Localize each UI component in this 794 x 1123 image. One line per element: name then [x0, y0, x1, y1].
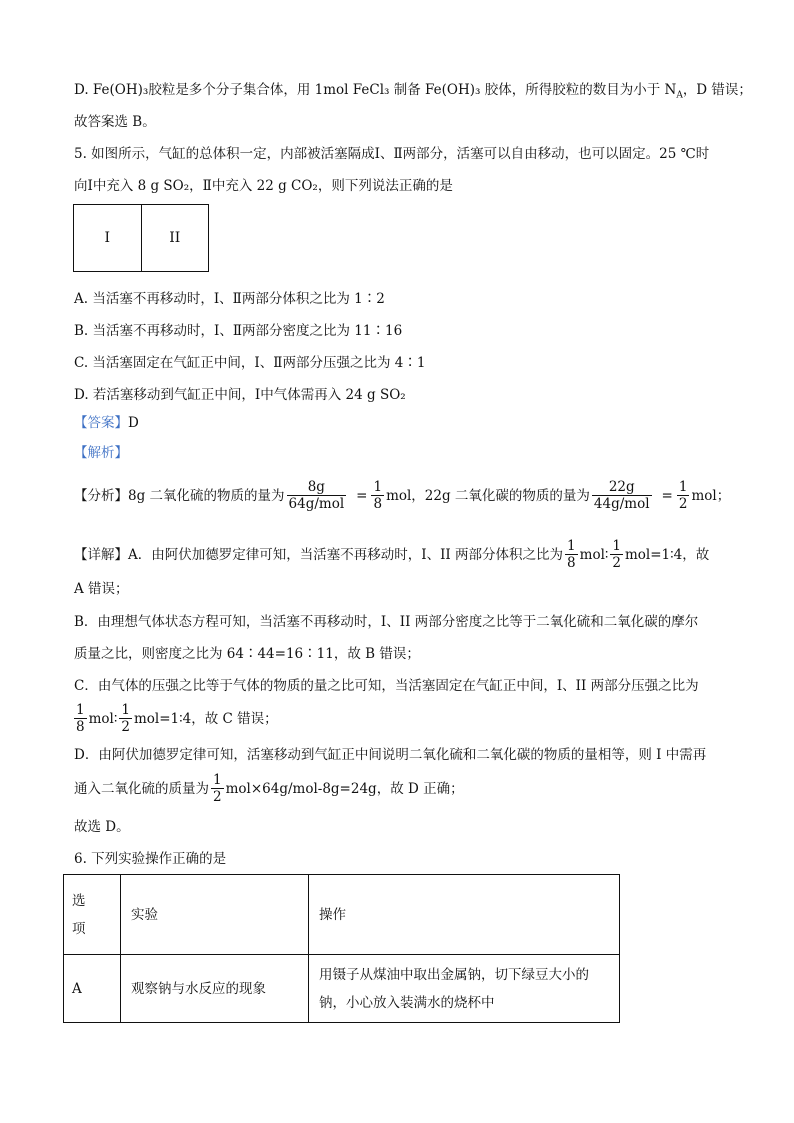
- q5-option-c: C. 当活塞固定在气缸正中间，Ⅰ、Ⅱ两部分压强之比为 4∶1: [74, 355, 426, 371]
- table-header-row: [64, 875, 620, 955]
- fraction: $\frac{1}{2}$: [612, 538, 621, 571]
- fraction: $\frac{8g}{\text{64g/mol}}$: [288, 479, 345, 512]
- cylinder-part-i: I: [74, 205, 142, 271]
- fraction: $\frac{22g}{\text{44g/mol}}$: [593, 479, 650, 512]
- detail-b-line2: 质量之比，则密度之比为 64∶44=16∶11，故 B 错误；: [74, 646, 420, 662]
- fraction: $\frac{1}{2}$: [213, 772, 222, 805]
- answer-line: [74, 414, 139, 432]
- fenxi-label: 【分析】: [74, 487, 128, 504]
- fraction: $\frac{1}{8}$: [76, 702, 85, 735]
- q5-option-b: B. 当活塞不再移动时，Ⅰ、Ⅱ两部分密度之比为 11∶16: [74, 323, 403, 339]
- detail-b-line1: B．由理想气体状态方程可知，当活塞不再移动时，I、II 两部分密度之比等于二氧化硫和二氧化碳的摩尔: [74, 614, 699, 630]
- q5-stem-line2: 向Ⅰ中充入 8 g SO₂，Ⅱ中充入 22 g CO₂，则下列说法正确的是: [74, 178, 453, 194]
- detail-d-line1: D．由阿伏加德罗定律可知，活塞移动到气缸正中间说明二氧化硫和二氧化碳的物质的量相等，则 I 中需再: [74, 747, 707, 763]
- analysis-label: 【解析】: [74, 445, 128, 461]
- answer-label: 【答案】: [74, 415, 128, 431]
- table-row: [64, 955, 620, 1023]
- cell-experiment: 观察钠与水反应的现象: [121, 955, 309, 1023]
- detail-conclusion: 故选 D。: [74, 819, 130, 835]
- cell-option: A: [64, 955, 121, 1023]
- q5-option-a: A. 当活塞不再移动时，Ⅰ、Ⅱ两部分体积之比为 1∶2: [74, 291, 385, 307]
- header-option: 选 项: [64, 875, 121, 955]
- cell-operation: 用镊子从煤油中取出金属钠，切下绿豆大小的钠，小心放入装满水的烧杯中: [309, 955, 620, 1023]
- fraction: $\frac{1}{8}$: [567, 538, 576, 571]
- operations-table: [63, 874, 620, 1023]
- detail-c-line2: $\frac{1}{8}$ mol∶ $\frac{1}{2}$ mol=1∶4，故 C 错误；: [76, 702, 278, 735]
- cylinder-part-ii: II: [169, 230, 181, 246]
- detail-d-line2: 通入二氧化硫的质量为 $\frac{1}{2}$ mol×64g/mol-8g=24g，故 D 正确；: [74, 772, 464, 805]
- fenxi-line: 【分析】 8g 二氧化硫的物质的量为 $\frac{8g}{\text{64g/mol}}$ = $\frac{1}{8}$ mol，22g 二氧化碳的物质的量为 $\frac{22g}{\text{44g/mol}}$ = $\frac{1}{2}$ mol；: [74, 479, 731, 512]
- prev-option-d: D. Fe(OH)₃胶粒是多个分子集合体，用 1mol FeCl₃ 制备 Fe(OH)₃ 胶体，所得胶粒的数目为小于 $N_A$，D 错误；: [74, 82, 752, 101]
- q5-stem-line1: 5. 如图所示，气缸的总体积一定，内部被活塞隔成Ⅰ、Ⅱ两部分，活塞可以自由移动，也可以固定。25 ℃时: [74, 146, 710, 162]
- detail-c-line1: C．由气体的压强之比等于气体的物质的量之比可知，当活塞固定在气缸正中间，I、II 两部分压强之比为: [74, 678, 699, 694]
- answer-value: D: [128, 415, 139, 431]
- header-experiment: 实验: [121, 875, 309, 955]
- fraction: $\frac{1}{2}$: [121, 702, 130, 735]
- detail-a-line1: 【详解】A．由阿伏加德罗定律可知，当活塞不再移动时，I、II 两部分体积之比为 $\frac{1}{8}$ mol∶ $\frac{1}{2}$ mol=1∶4，故: [74, 538, 710, 571]
- prev-conclusion: 故答案选 B。: [74, 114, 156, 130]
- cylinder-diagram: [73, 204, 209, 272]
- fraction: $\frac{1}{2}$: [678, 479, 688, 512]
- q5-option-d: D. 若活塞移动到气缸正中间，Ⅰ中气体需再入 24 g SO₂: [74, 387, 406, 403]
- detail-a-line2: A 错误；: [74, 581, 129, 597]
- header-operation: 操作: [309, 875, 620, 955]
- q6-stem: 6. 下列实验操作正确的是: [74, 851, 227, 867]
- fraction: $\frac{1}{8}$: [373, 479, 383, 512]
